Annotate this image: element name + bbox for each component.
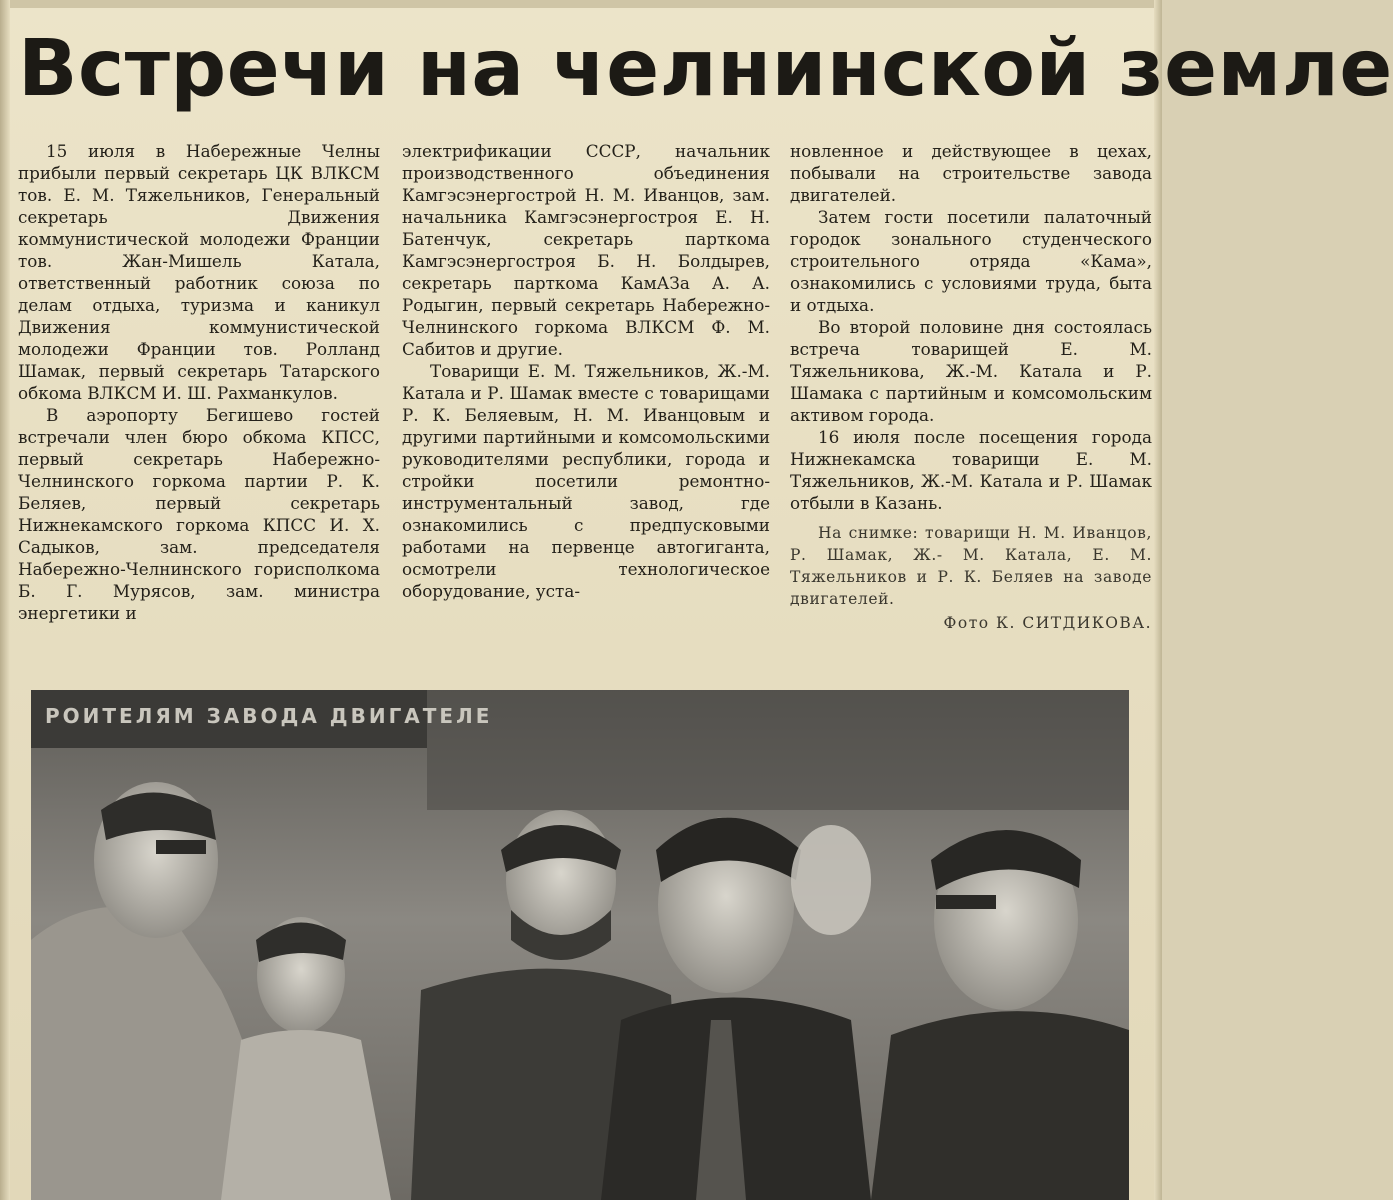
paragraph: 16 июля после посещения города Нижнекамска товарищи Е. М. Тяжельников, Ж.-М. Катала и Р. Шамак отбыли в Казань. bbox=[790, 427, 1152, 513]
text-column-3 bbox=[790, 140, 1152, 634]
paragraph: Затем гости посетили палаточный городок зонального студенческого строительного отряда «Кама», ознакомились с условиями труда, быта и отдыха. bbox=[790, 207, 1152, 315]
banner-text: РОИТЕЛЯМ ЗАВОДА ДВИГАТЕЛЕ bbox=[45, 704, 493, 728]
factory-banner bbox=[31, 690, 493, 748]
paper-edge-left bbox=[0, 0, 10, 1200]
article-headline: Встречи на челнинской земле bbox=[18, 24, 1393, 114]
paragraph: новленное и действующее в цехах, побывали на строительстве завода двигателей. bbox=[790, 141, 1152, 205]
news-photo bbox=[31, 690, 1129, 1200]
photo-credit: Фото К. СИТДИКОВА. bbox=[943, 614, 1152, 632]
paper-edge-top bbox=[0, 0, 1162, 8]
photo-illustration bbox=[31, 690, 1129, 1200]
paragraph: Товарищи Е. М. Тяжельников, Ж.-М. Катала и Р. Шамак вместе с товарищами Р. К. Беляевым, Н. М. Иванцовым и другими партийными и комсомольскими руководителями республики, города и стройки посетили ремонтно-инструментальный завод, где ознакомились с предпусковыми работами на первенце автогиганта, осмотрели технологическое оборудование, уста- bbox=[402, 361, 770, 601]
photo-caption: На снимке: товарищи Н. М. Иванцов, Р. Шамак, Ж.- М. Катала, Е. М. Тяжельников и Р. К. Беляев на заводе двигателей. bbox=[790, 524, 1152, 608]
paper-edge-right bbox=[1154, 0, 1162, 1200]
paragraph: электрификации СССР, начальник производственного объединения Камгэсэнергострой Н. М. Иванцов, зам. начальника Камгэсэнергостроя Е. Н. Батенчук, секретарь парткома Камгэсэнергостроя Б. Н. Болдырев, секретарь парткома КамАЗа А. А. Родыгин, первый секретарь Набережно-Челнинского горкома ВЛКСМ Ф. М. Сабитов и другие. bbox=[402, 141, 770, 359]
text-column-1 bbox=[18, 140, 380, 624]
paragraph: В аэропорту Бегишево гостей встречали член бюро обкома КПСС, первый секретарь Набережно-Челнинского горкома партии Р. К. Беляев, первый секретарь Нижнекамского горкома КПСС И. Х. Садыков, зам. председателя Набережно-Челнинского горисполкома Б. Г. Мурясов, зам. министра энергетики и bbox=[18, 405, 380, 623]
paragraph: Во второй половине дня состоялась встреча товарищей Е. М. Тяжельникова, Ж.-М. Катала и Р. Шамака с партийным и комсомольским активом города. bbox=[790, 317, 1152, 425]
paragraph: 15 июля в Набережные Челны прибыли первый секретарь ЦК ВЛКСМ тов. Е. М. Тяжельников, Генеральный секретарь Движения коммунистической молодежи Франции тов. Жан-Мишель Катала, ответственный работник союза по делам отдыха, туризма и каникул Движения коммунистической молодежи Франции тов. Ролланд Шамак, первый секретарь Татарского обкома ВЛКСМ И. Ш. Рахманкулов. bbox=[18, 141, 380, 403]
text-column-2 bbox=[402, 140, 770, 602]
